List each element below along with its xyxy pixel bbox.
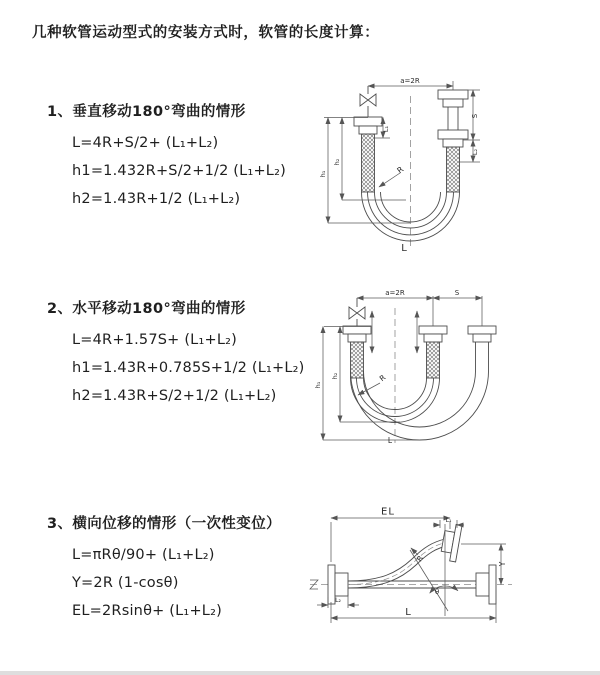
dim-label-s: S bbox=[454, 289, 460, 297]
section-3-formula-el: EL=2Rsinθ+ (L₁+L₂) bbox=[72, 603, 222, 619]
dim-label-a2r: a=2R bbox=[400, 77, 420, 85]
diagram-lateral-displacement bbox=[300, 498, 600, 653]
dim-label-a2r: a=2R bbox=[385, 289, 405, 297]
dim-label-l1: L₁ bbox=[445, 517, 452, 524]
dim-label-h2: h₂ bbox=[333, 158, 341, 166]
dim-label-r: R bbox=[377, 372, 388, 384]
page-title: 几种软管运动型式的安装方式时，软管的长度计算： bbox=[32, 25, 380, 41]
dimension-lines bbox=[323, 296, 482, 440]
dim-label-l2: L₂ bbox=[471, 148, 479, 156]
valve-icon bbox=[360, 94, 376, 106]
dim-label-el: EL bbox=[381, 506, 395, 518]
dim-label-h1: h₁ bbox=[314, 381, 322, 389]
section-2-formula-h1: h1=1.43R+0.785S+1/2 (L₁+L₂) bbox=[72, 360, 305, 376]
section-2-formula-l: L=4R+1.57S+ (L₁+L₂) bbox=[72, 332, 237, 348]
page-bottom-edge bbox=[0, 671, 600, 675]
section-1-formula-l: L=4R+S/2+ (L₁+L₂) bbox=[72, 135, 219, 151]
section-3 bbox=[47, 515, 281, 621]
section-1-heading: 1、垂直移动180°弯曲的情形 bbox=[47, 104, 246, 120]
hose-and-fittings bbox=[328, 523, 496, 604]
valve-icon bbox=[349, 307, 365, 319]
section-2-formula-h2: h2=1.43R+S/2+1/2 (L₁+L₂) bbox=[72, 388, 277, 404]
diagram-vertical-180-bend bbox=[310, 70, 600, 260]
hose-and-fittings bbox=[343, 298, 496, 440]
dim-label-h1: h₁ bbox=[319, 170, 327, 178]
section-1-formula-h2: h2=1.43R+1/2 (L₁+L₂) bbox=[72, 191, 241, 207]
dimension-lines bbox=[317, 518, 506, 623]
section-2 bbox=[47, 300, 305, 406]
dim-label-l: L bbox=[405, 607, 411, 618]
dim-label-theta: θ bbox=[434, 588, 440, 596]
section-2-heading: 2、水平移动180°弯曲的情形 bbox=[47, 301, 246, 317]
dim-label-h2: h₂ bbox=[331, 372, 339, 380]
dim-label-l: L bbox=[401, 243, 407, 254]
dim-label-l: L bbox=[387, 436, 393, 445]
dim-label-r: R bbox=[414, 553, 426, 564]
dim-label-y: Y bbox=[498, 561, 507, 567]
hose-and-fittings bbox=[354, 86, 468, 241]
section-3-heading: 3、横向位移的情形（一次性变位） bbox=[47, 516, 281, 532]
dim-label-l2: L₂ bbox=[335, 597, 341, 604]
dim-label-r: R bbox=[395, 164, 406, 176]
section-1 bbox=[47, 103, 286, 209]
section-3-formula-l: L=πRθ/90+ (L₁+L₂) bbox=[72, 547, 215, 563]
dim-label-l1: L₁ bbox=[382, 125, 390, 133]
section-3-formula-y: Y=2R (1-cosθ) bbox=[72, 575, 179, 591]
diagram-3-labels bbox=[335, 507, 507, 619]
dim-label-s: S bbox=[471, 113, 479, 119]
diagram-horizontal-180-bend bbox=[310, 283, 600, 463]
section-1-formula-h1: h1=1.432R+S/2+1/2 (L₁+L₂) bbox=[72, 163, 286, 179]
